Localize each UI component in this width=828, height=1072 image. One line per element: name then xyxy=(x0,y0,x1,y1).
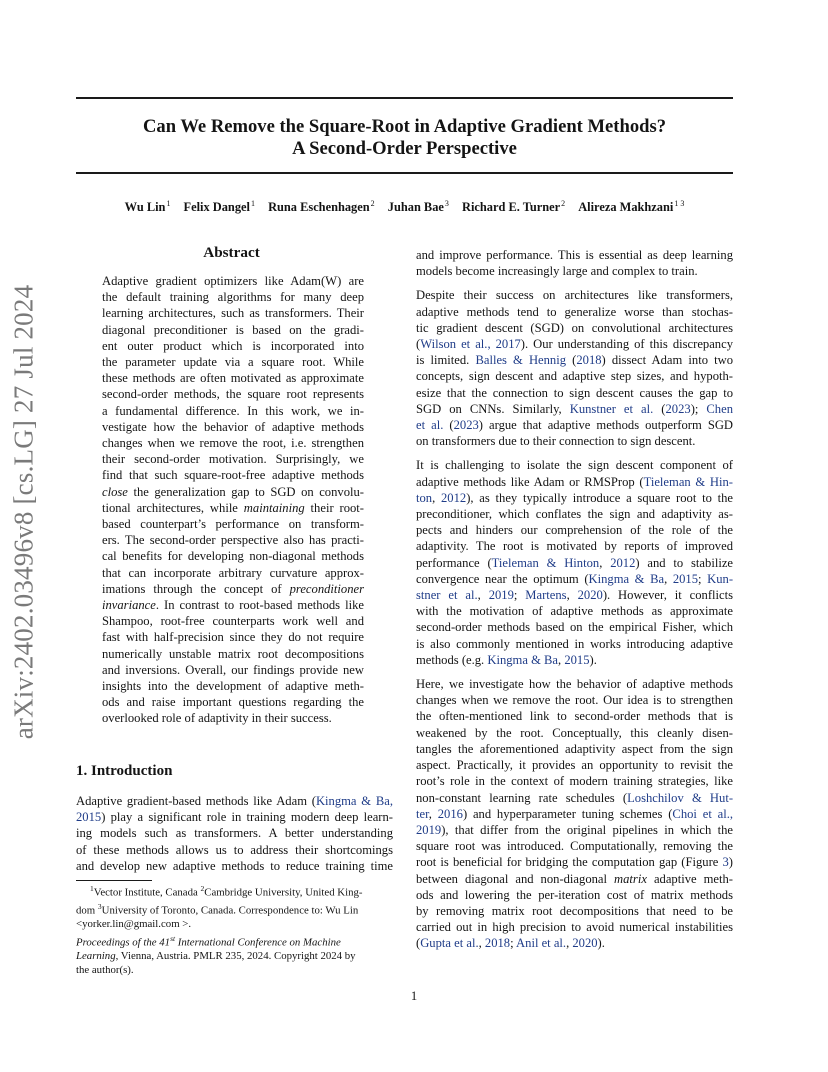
footnote-rule xyxy=(76,880,152,881)
figure-reference-link[interactable]: 3 xyxy=(722,855,729,870)
section-heading-introduction: 1. Introduction xyxy=(76,763,173,779)
proceedings-note: Proceedings of the 41st International Conference on Machine Learning, Vienna, Austria. PMLR 235, 2024. Copyright 2024 by the author(s). xyxy=(76,934,356,976)
citation-link[interactable]: 2019 xyxy=(416,822,442,837)
citation-link[interactable]: stner et al. xyxy=(416,588,478,603)
citation-link[interactable]: ter xyxy=(416,806,429,821)
citation-link[interactable]: Kingma & Ba, xyxy=(315,794,393,808)
arxiv-identifier: arXiv:2402.03496v8 [cs.LG] 27 Jul 2024 xyxy=(8,284,39,740)
citation-link[interactable]: Chen xyxy=(706,401,733,416)
citation-link[interactable]: et al. xyxy=(416,418,444,433)
citation-link[interactable]: 2018 xyxy=(576,353,602,368)
citation-link[interactable]: Kun- xyxy=(707,571,734,586)
citation-link[interactable]: Wilson et al., 2017 xyxy=(420,337,521,352)
citation-link[interactable]: 2020 xyxy=(577,588,603,603)
author: Felix Dangel$^1$ xyxy=(183,199,255,215)
abstract-body: Adaptive gradient optimizers like Adam(W) are the default training algorithms for many deep learning architectures, such as transformers. Their diagonal preconditioner is based on the gradi- ent outer product which is incorporated into the parameter update via a square root. While these methods are often motivated as approximate second-order methods, the square root represents a fundamental difference. In this work, we in- vestigate how the behavior of adaptive methods changes when we remove the root, i.e. strengthen their second-order motivation. Surprisingly, we find that such square-root-free adaptive methods close the generalization gap to SGD on convolu- tional architectures, while maintaining their root- based counterpart’s performance on transform- ers. The second-order perspective also has practi- cal benefits for developing non-diagonal methods that can incorporate arbitrary curvature approx- imations through the concept of preconditioner invariance. In contrast to root-based methods like Shampoo, root-free counterparts work well and fast with half-precision since they do not require numerically unstable matrix root decompositions and inversions. Overall, our findings provide new insights into the development of adaptive meth- ods and raise important questions regarding the overlooked role of adaptivity in their success. xyxy=(102,274,364,726)
introduction-body-right xyxy=(416,247,733,960)
paragraph: Here, we investigate how the behavior of adaptive methods changes when we remove the root. Our idea is to strengthen the often-mentioned link to second-order methods that is weakened by the root. Conceptually, this cleanly disen- tangles the aforementioned adaptivity aspect from the sign aspect. Practically, it provides an opportunity to revisit the root’s role in the context of modern training strategies, like non-constant learning rate schedules (Loshchilov & Hut- ter, 2016) and hyperparameter tuning schemes (Choi et al., 2019), that differ from the original pipelines in which the square root was introduced. Computationally, removing the root is beneficial for bridging the computation gap (Figure 3) between diagonal and non-diagonal matrix adaptive meth- ods and lowering the per-iteration cost of matrix methods by removing matrix root decompositions that need to be carried out in high precision to avoid numerical instabilities (Gupta et al., 2018; Anil et al., 2020). xyxy=(416,677,734,951)
citation-link[interactable]: 2016 xyxy=(437,806,463,821)
citation-link[interactable]: Tieleman & Hin- xyxy=(643,474,733,489)
citation-link[interactable]: 2012 xyxy=(441,490,467,505)
citation-link[interactable]: 2023 xyxy=(453,418,479,433)
author: Wu Lin$^1$ xyxy=(124,199,171,215)
citation-link[interactable]: Anil et al. xyxy=(516,936,567,951)
citation-link[interactable]: 2015 xyxy=(672,571,699,586)
paragraph: and improve performance. This is essential as deep learning models become increasingly large and complex to train. xyxy=(416,248,733,279)
citation-link[interactable]: Loshchilov & Hut- xyxy=(627,790,734,805)
title-top-rule xyxy=(76,97,733,99)
citation-link[interactable]: 2018 xyxy=(484,936,511,951)
citation-link[interactable]: Choi et al., xyxy=(672,806,734,821)
abstract-heading: Abstract xyxy=(203,244,260,261)
citation-link[interactable]: 2015 xyxy=(76,810,102,825)
page-number: 1 xyxy=(410,989,418,1003)
citation-link[interactable]: Kingma & Ba xyxy=(487,652,559,667)
author: Runa Eschenhagen$^2$ xyxy=(268,199,375,215)
citation-link[interactable]: 2015 xyxy=(564,652,590,667)
author: Richard E. Turner$^2$ xyxy=(462,199,566,215)
correspondence-email: <yorker.lin@gmail.com >. xyxy=(76,918,192,931)
paragraph: It is challenging to isolate the sign descent component of adaptive methods like Adam or RMSProp (Tieleman & Hin- ton, 2012), as they typically introduce a square root to the preconditioner, which conflates the sign and adaptivity as- pects and hinders our comprehension of the role of the adaptivity. The root is motivated by reports of improved performance (Tieleman & Hinton, 2012) and to stabilize convergence near the optimum (Kingma & Ba, 2015; Kun- stner et al., 2019; Martens, 2020). However, it conflicts with the motivation of adaptive methods as approximate second-order methods based on the empirical Fisher, which is also commonly mentioned in works introducing adaptive methods (e.g. Kingma & Ba, 2015). xyxy=(416,458,734,667)
paper-title-line-1: Can We Remove the Square-Root in Adaptive Gradient Methods? xyxy=(142,116,667,137)
author: Alireza Makhzani$^{1 3}$ xyxy=(578,199,685,215)
affiliation-footnote: $^1$Vector Institute, Canada $^2$Cambridge University, United King- dom $^3$University of Toronto, Canada. Correspondence to: Wu Lin <yorker.lin@gmail.com >. xyxy=(76,882,393,932)
citation-link[interactable]: 2020 xyxy=(572,936,598,951)
citation-link[interactable]: Kingma & Ba xyxy=(588,571,665,586)
citation-link[interactable]: Gupta et al. xyxy=(420,936,479,951)
citation-link[interactable]: ton xyxy=(416,490,433,505)
author-list xyxy=(76,199,733,215)
paragraph: Despite their success on architectures like transformers, adaptive methods tend to generalize worse than stochas- tic gradient descent (SGD) on convolutional architectures (Wilson et al., 2017). Our understanding of this discrepancy is limited. Balles & Hennig (2018) dissect Adam into two concepts, sign descent and adaptive step sizes, and hypoth- esize that the connection to sign descent causes the gap to SGD on CNNs. Similarly, Kunstner et al. (2023); Chen et al. (2023) argue that adaptive methods outperform SGD on transformers due to their connection to sign descent. xyxy=(416,288,734,449)
citation-link[interactable]: Martens xyxy=(525,588,567,603)
title-bottom-rule xyxy=(76,172,733,174)
citation-link[interactable]: 2023 xyxy=(665,401,691,416)
citation-link[interactable]: Balles & Hennig xyxy=(475,353,567,368)
citation-link[interactable]: Tieleman & Hinton xyxy=(491,555,600,570)
citation-link[interactable]: Kunstner et al. xyxy=(569,401,654,416)
paper-title-line-2: A Second-Order Perspective xyxy=(292,138,517,159)
author: Juhan Bae$^3$ xyxy=(387,199,449,215)
citation-link[interactable]: 2012 xyxy=(610,555,636,570)
citation-link[interactable]: 2019 xyxy=(488,588,514,603)
introduction-body-left: Adaptive gradient-based methods like Adam (Kingma & Ba, 2015) play a significant role in training modern deep learn- ing models such as transformers. A better understanding of these methods allows us to address their shortcomings and develop new adaptive methods to reduce training time xyxy=(76,794,393,873)
